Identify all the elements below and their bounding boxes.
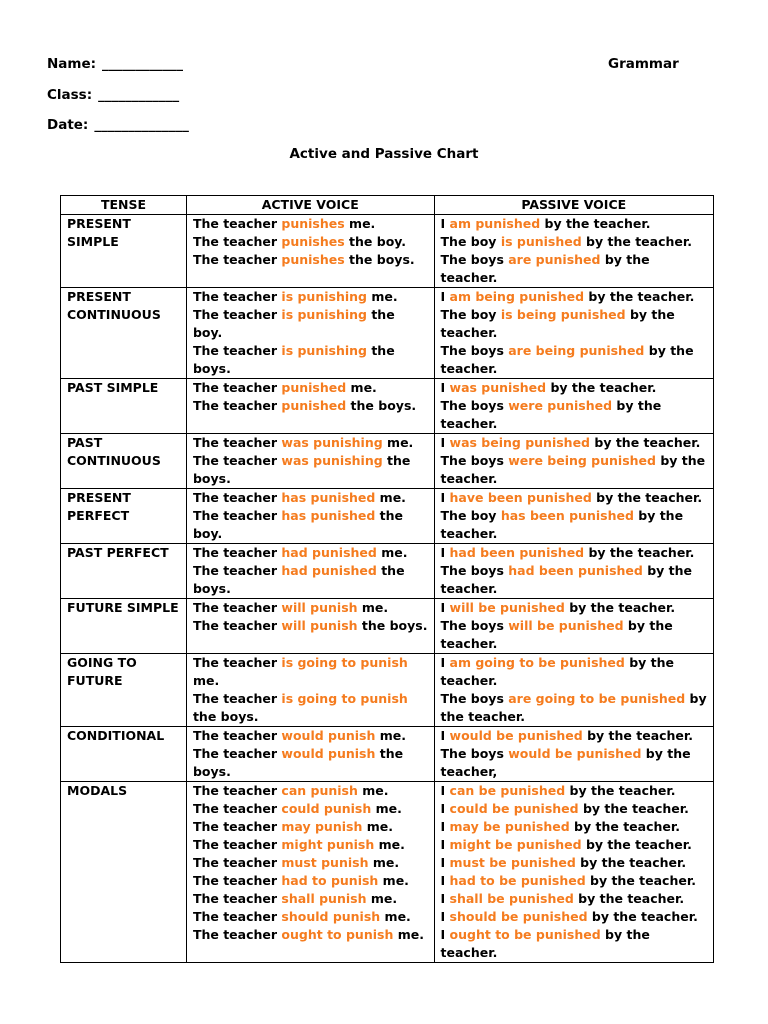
sentence-text: the boys. bbox=[192, 453, 411, 486]
sentence-text: I bbox=[440, 216, 450, 231]
verb-form-highlight: would be punished bbox=[449, 728, 583, 743]
sentence-text: the boy. bbox=[192, 307, 395, 340]
sentence-text: I bbox=[440, 783, 450, 798]
active-voice-cell bbox=[186, 599, 434, 654]
verb-form-highlight: is punishing bbox=[281, 343, 367, 358]
sentence-text: the boys. bbox=[357, 618, 428, 633]
table-row bbox=[61, 215, 714, 288]
active-voice-cell bbox=[186, 544, 434, 599]
verb-form-highlight: will be punished bbox=[508, 618, 624, 633]
passive-sentence bbox=[441, 507, 707, 543]
sentence-text: the boys. bbox=[192, 709, 259, 724]
verb-form-highlight: might be punished bbox=[449, 837, 582, 852]
sentence-text: by the teacher. bbox=[575, 855, 687, 870]
active-sentence bbox=[193, 800, 428, 818]
sentence-text: by the teacher. bbox=[573, 891, 685, 906]
passive-sentence bbox=[441, 306, 707, 342]
sentence-text: me. bbox=[192, 673, 220, 688]
passive-sentence bbox=[441, 233, 707, 251]
passive-voice-cell bbox=[434, 782, 713, 963]
verb-form-highlight: had been punished bbox=[449, 545, 585, 560]
sentence-text: The teacher bbox=[192, 873, 282, 888]
verb-form-highlight: had to be punished bbox=[449, 873, 586, 888]
sentence-text: me. bbox=[366, 891, 398, 906]
sentence-text: me. bbox=[366, 289, 398, 304]
sentence-text: The teacher bbox=[192, 563, 282, 578]
table-body bbox=[61, 215, 714, 963]
active-voice-cell bbox=[186, 434, 434, 489]
sentence-text: by the teacher, bbox=[440, 746, 691, 779]
passive-voice-cell bbox=[434, 215, 713, 288]
sentence-text: The teacher bbox=[192, 855, 282, 870]
passive-sentence bbox=[441, 251, 707, 287]
passive-sentence bbox=[441, 818, 707, 836]
passive-sentence bbox=[441, 800, 707, 818]
sentence-text: The boys bbox=[440, 563, 509, 578]
active-sentence bbox=[193, 507, 428, 543]
verb-form-highlight: has punished bbox=[281, 490, 376, 505]
verb-form-highlight: has been punished bbox=[500, 508, 634, 523]
verb-form-highlight: ought to punish bbox=[281, 927, 394, 942]
verb-form-highlight: should punish bbox=[281, 909, 381, 924]
table-header-row bbox=[61, 196, 714, 215]
tense-cell: GOING TO FUTURE bbox=[61, 654, 187, 727]
verb-form-highlight: would punish bbox=[281, 728, 376, 743]
sentence-text: by the teacher. bbox=[564, 600, 676, 615]
active-sentence bbox=[193, 489, 428, 507]
sentence-text: The teacher bbox=[192, 801, 282, 816]
sentence-text: The teacher bbox=[192, 508, 282, 523]
active-sentence bbox=[193, 306, 428, 342]
verb-form-highlight: am being punished bbox=[449, 289, 585, 304]
sentence-text: me. bbox=[374, 837, 405, 852]
sentence-text: The boys bbox=[440, 691, 509, 706]
active-sentence bbox=[193, 690, 428, 726]
tense-cell: PAST CONTINUOUS bbox=[61, 434, 187, 489]
sentence-text: The teacher bbox=[192, 252, 282, 267]
name-label: Name: bbox=[47, 56, 97, 72]
verb-form-highlight: must punish bbox=[281, 855, 369, 870]
sentence-text: I bbox=[440, 855, 450, 870]
sentence-text: me. bbox=[375, 728, 407, 743]
sentence-text: The teacher bbox=[192, 435, 282, 450]
active-voice-cell bbox=[186, 379, 434, 434]
verb-form-highlight: can punish bbox=[281, 783, 358, 798]
sentence-text: the boys. bbox=[346, 398, 417, 413]
sentence-text: The teacher bbox=[192, 746, 282, 761]
passive-sentence bbox=[441, 288, 707, 306]
sentence-text: The boys bbox=[440, 343, 509, 358]
active-sentence bbox=[193, 617, 428, 635]
sentence-text: by the teacher. bbox=[440, 927, 650, 960]
active-sentence bbox=[193, 434, 428, 452]
verb-form-highlight: had punished bbox=[281, 545, 377, 560]
sentence-text: The teacher bbox=[192, 600, 282, 615]
active-sentence bbox=[193, 544, 428, 562]
subject-label: Grammar bbox=[608, 56, 679, 72]
sentence-text: I bbox=[440, 909, 450, 924]
sentence-text: The teacher bbox=[192, 837, 282, 852]
verb-form-highlight: is punishing bbox=[281, 289, 367, 304]
passive-sentence bbox=[441, 617, 707, 653]
active-voice-cell bbox=[186, 288, 434, 379]
verb-form-highlight: would punish bbox=[281, 746, 376, 761]
sentence-text: I bbox=[440, 655, 450, 670]
active-sentence bbox=[193, 599, 428, 617]
verb-form-highlight: was punishing bbox=[281, 435, 383, 450]
verb-form-highlight: must be punished bbox=[449, 855, 576, 870]
sentence-text: the boys. bbox=[344, 252, 415, 267]
table-row bbox=[61, 544, 714, 599]
date-blank: ______________ bbox=[94, 117, 189, 133]
active-sentence bbox=[193, 379, 428, 397]
verb-form-highlight: would be punished bbox=[508, 746, 642, 761]
verb-form-highlight: will punish bbox=[281, 600, 358, 615]
verb-form-highlight: was punishing bbox=[281, 453, 383, 468]
sentence-text: The teacher bbox=[192, 909, 282, 924]
passive-sentence bbox=[441, 854, 707, 872]
verb-form-highlight: are going to be punished bbox=[508, 691, 686, 706]
active-sentence bbox=[193, 233, 428, 251]
sentence-text: the boy. bbox=[344, 234, 407, 249]
active-sentence bbox=[193, 654, 428, 690]
sentence-text: by the teacher. bbox=[584, 545, 695, 560]
sentence-text: the boys. bbox=[192, 563, 405, 596]
sentence-text: by the teacher. bbox=[569, 819, 680, 834]
verb-form-highlight: can be punished bbox=[449, 783, 566, 798]
sentence-text: by the teacher. bbox=[581, 837, 692, 852]
sentence-text: The teacher bbox=[192, 216, 282, 231]
sentence-text: by the teacher. bbox=[440, 691, 707, 724]
sentence-text: by the teacher. bbox=[440, 618, 673, 651]
sentence-text: me. bbox=[346, 380, 377, 395]
table-row bbox=[61, 288, 714, 379]
active-sentence bbox=[193, 926, 428, 944]
sentence-text: by the teacher. bbox=[590, 435, 701, 450]
verb-form-highlight: had punished bbox=[281, 563, 377, 578]
sentence-text: I bbox=[440, 600, 450, 615]
sentence-text: by the teacher. bbox=[540, 216, 651, 231]
verb-form-highlight: punishes bbox=[281, 216, 345, 231]
sentence-text: by the teacher. bbox=[440, 398, 662, 431]
verb-form-highlight: might punish bbox=[281, 837, 375, 852]
sentence-text: I bbox=[440, 435, 450, 450]
sentence-text: me. bbox=[368, 855, 400, 870]
sentence-text: I bbox=[440, 728, 450, 743]
passive-sentence bbox=[441, 599, 707, 617]
verb-form-highlight: could punish bbox=[281, 801, 372, 816]
verb-form-highlight: have been punished bbox=[449, 490, 592, 505]
verb-form-highlight: punishes bbox=[281, 252, 345, 267]
active-sentence bbox=[193, 890, 428, 908]
sentence-text: me. bbox=[357, 783, 389, 798]
sentence-text: by the teacher. bbox=[591, 490, 703, 505]
verb-form-highlight: is punished bbox=[500, 234, 582, 249]
table-row bbox=[61, 654, 714, 727]
sentence-text: by the teacher. bbox=[440, 343, 694, 376]
active-voice-cell bbox=[186, 782, 434, 963]
tense-cell: PAST PERFECT bbox=[61, 544, 187, 599]
sentence-text: I bbox=[440, 819, 450, 834]
class-field bbox=[47, 87, 179, 103]
sentence-text: me. bbox=[375, 490, 406, 505]
verb-form-highlight: are being punished bbox=[508, 343, 645, 358]
tense-cell: CONDITIONAL bbox=[61, 727, 187, 782]
active-sentence bbox=[193, 452, 428, 488]
sentence-text: the boys. bbox=[192, 746, 404, 779]
passive-sentence bbox=[441, 654, 707, 690]
sentence-text: me. bbox=[357, 600, 389, 615]
table-row bbox=[61, 434, 714, 489]
table-row bbox=[61, 727, 714, 782]
sentence-text: the boys. bbox=[192, 343, 395, 376]
sentence-text: I bbox=[440, 873, 450, 888]
sentence-text: The teacher bbox=[192, 783, 282, 798]
sentence-text: The boy bbox=[440, 307, 501, 322]
active-sentence bbox=[193, 818, 428, 836]
passive-sentence bbox=[441, 489, 707, 507]
verb-form-highlight: is punishing bbox=[281, 307, 367, 322]
sentence-text: me. bbox=[376, 545, 408, 560]
table-row bbox=[61, 489, 714, 544]
passive-sentence bbox=[441, 782, 707, 800]
sentence-text: The boys bbox=[440, 398, 509, 413]
verb-form-highlight: was punished bbox=[449, 380, 547, 395]
passive-voice-cell bbox=[434, 727, 713, 782]
verb-form-highlight: was being punished bbox=[449, 435, 591, 450]
sentence-text: The teacher bbox=[192, 234, 282, 249]
verb-form-highlight: could be punished bbox=[449, 801, 579, 816]
sentence-text: The teacher bbox=[192, 655, 282, 670]
verb-form-highlight: punishes bbox=[281, 234, 345, 249]
sentence-text: I bbox=[440, 927, 450, 942]
verb-form-highlight: may be punished bbox=[449, 819, 570, 834]
verb-form-highlight: had to punish bbox=[281, 873, 379, 888]
passive-voice-cell bbox=[434, 654, 713, 727]
verb-form-highlight: shall be punished bbox=[449, 891, 574, 906]
active-sentence bbox=[193, 288, 428, 306]
sentence-text: The teacher bbox=[192, 545, 282, 560]
verb-form-highlight: will be punished bbox=[449, 600, 565, 615]
sentence-text: The boys bbox=[440, 453, 509, 468]
class-blank: ____________ bbox=[98, 87, 180, 103]
verb-form-highlight: had been punished bbox=[508, 563, 643, 578]
sentence-text: The teacher bbox=[192, 728, 282, 743]
tense-cell: PRESENT PERFECT bbox=[61, 489, 187, 544]
sentence-text: The teacher bbox=[192, 490, 282, 505]
active-voice-cell bbox=[186, 654, 434, 727]
passive-sentence bbox=[441, 926, 707, 962]
passive-sentence bbox=[441, 727, 707, 745]
active-sentence bbox=[193, 854, 428, 872]
tense-cell: MODALS bbox=[61, 782, 187, 963]
verb-form-highlight: is going to punish bbox=[281, 691, 408, 706]
passive-sentence bbox=[441, 872, 707, 890]
sentence-text: by the teacher. bbox=[440, 453, 706, 486]
verb-form-highlight: punished bbox=[281, 380, 347, 395]
active-voice-cell bbox=[186, 215, 434, 288]
passive-voice-cell bbox=[434, 599, 713, 654]
sentence-text: by the teacher. bbox=[581, 234, 692, 249]
table-row bbox=[61, 379, 714, 434]
table-row bbox=[61, 599, 714, 654]
active-sentence bbox=[193, 782, 428, 800]
active-voice-cell bbox=[186, 489, 434, 544]
active-sentence bbox=[193, 908, 428, 926]
verb-form-highlight: are punished bbox=[508, 252, 601, 267]
sentence-text: The teacher bbox=[192, 398, 282, 413]
active-sentence bbox=[193, 251, 428, 269]
sentence-text: by the teacher. bbox=[582, 728, 694, 743]
sentence-text: the boy. bbox=[192, 508, 404, 541]
active-sentence bbox=[193, 562, 428, 598]
verb-form-highlight: am going to be punished bbox=[449, 655, 625, 670]
sentence-text: by the teacher. bbox=[440, 307, 675, 340]
sentence-text: I bbox=[440, 545, 450, 560]
tense-cell: PAST SIMPLE bbox=[61, 379, 187, 434]
active-voice-cell bbox=[186, 727, 434, 782]
sentence-text: by the teacher. bbox=[440, 508, 684, 541]
tense-cell: PRESENT CONTINUOUS bbox=[61, 288, 187, 379]
sentence-text: me. bbox=[380, 909, 411, 924]
sentence-text: The teacher bbox=[192, 927, 282, 942]
sentence-text: by the teacher. bbox=[585, 873, 696, 888]
sentence-text: me. bbox=[382, 435, 414, 450]
sentence-text: I bbox=[440, 289, 450, 304]
passive-sentence bbox=[441, 397, 707, 433]
verb-form-highlight: may punish bbox=[281, 819, 363, 834]
sentence-text: by the teacher. bbox=[584, 289, 695, 304]
passive-voice-cell bbox=[434, 288, 713, 379]
active-sentence bbox=[193, 745, 428, 781]
active-sentence bbox=[193, 727, 428, 745]
sentence-text: The boys bbox=[440, 746, 509, 761]
sentence-text: The boys bbox=[440, 618, 509, 633]
sentence-text: I bbox=[440, 837, 450, 852]
sentence-text: The teacher bbox=[192, 891, 282, 906]
passive-sentence bbox=[441, 452, 707, 488]
header-active-voice: ACTIVE VOICE bbox=[186, 196, 434, 215]
passive-sentence bbox=[441, 434, 707, 452]
sentence-text: The teacher bbox=[192, 453, 282, 468]
sentence-text: me. bbox=[362, 819, 393, 834]
tense-table bbox=[60, 195, 714, 963]
sentence-text: by the teacher. bbox=[546, 380, 657, 395]
sentence-text: me. bbox=[393, 927, 424, 942]
header-passive-voice: PASSIVE VOICE bbox=[434, 196, 713, 215]
passive-sentence bbox=[441, 544, 707, 562]
name-field bbox=[47, 56, 183, 72]
sentence-text: by the teacher. bbox=[440, 252, 650, 285]
passive-sentence bbox=[441, 690, 707, 726]
passive-sentence bbox=[441, 379, 707, 397]
sentence-text: me. bbox=[378, 873, 409, 888]
verb-form-highlight: will punish bbox=[281, 618, 358, 633]
tense-cell: PRESENT SIMPLE bbox=[61, 215, 187, 288]
verb-form-highlight: am punished bbox=[449, 216, 541, 231]
passive-voice-cell bbox=[434, 379, 713, 434]
class-label: Class: bbox=[47, 87, 93, 103]
passive-voice-cell bbox=[434, 434, 713, 489]
passive-sentence bbox=[441, 890, 707, 908]
date-label: Date: bbox=[47, 117, 89, 133]
sentence-text: by the teacher. bbox=[440, 655, 675, 688]
passive-voice-cell bbox=[434, 489, 713, 544]
sentence-text: The boy bbox=[440, 508, 501, 523]
sentence-text: I bbox=[440, 801, 450, 816]
date-field bbox=[47, 117, 189, 133]
active-sentence bbox=[193, 836, 428, 854]
sentence-text: by the teacher. bbox=[578, 801, 689, 816]
active-sentence bbox=[193, 342, 428, 378]
active-sentence bbox=[193, 215, 428, 233]
verb-form-highlight: is going to punish bbox=[281, 655, 408, 670]
sentence-text: The teacher bbox=[192, 691, 282, 706]
sentence-text: The teacher bbox=[192, 343, 282, 358]
verb-form-highlight: has punished bbox=[281, 508, 376, 523]
table-row bbox=[61, 782, 714, 963]
passive-sentence bbox=[441, 745, 707, 781]
active-sentence bbox=[193, 397, 428, 415]
sentence-text: by the teacher. bbox=[587, 909, 698, 924]
sentence-text: The teacher bbox=[192, 289, 282, 304]
header-tense: TENSE bbox=[61, 196, 187, 215]
verb-form-highlight: were punished bbox=[508, 398, 613, 413]
verb-form-highlight: punished bbox=[281, 398, 347, 413]
verb-form-highlight: ought to be punished bbox=[449, 927, 601, 942]
verb-form-highlight: were being punished bbox=[508, 453, 656, 468]
passive-sentence bbox=[441, 342, 707, 378]
sentence-text: The teacher bbox=[192, 380, 282, 395]
sentence-text: me. bbox=[371, 801, 402, 816]
tense-cell: FUTURE SIMPLE bbox=[61, 599, 187, 654]
sentence-text: The teacher bbox=[192, 618, 282, 633]
sentence-text: I bbox=[440, 380, 450, 395]
passive-voice-cell bbox=[434, 544, 713, 599]
sentence-text: I bbox=[440, 891, 450, 906]
sentence-text: The boy bbox=[440, 234, 501, 249]
sentence-text: I bbox=[440, 490, 450, 505]
passive-sentence bbox=[441, 836, 707, 854]
verb-form-highlight: should be punished bbox=[449, 909, 588, 924]
passive-sentence bbox=[441, 215, 707, 233]
sentence-text: by the teacher. bbox=[565, 783, 676, 798]
verb-form-highlight: is being punished bbox=[500, 307, 626, 322]
sentence-text: The teacher bbox=[192, 819, 282, 834]
passive-sentence bbox=[441, 562, 707, 598]
page-title: Active and Passive Chart bbox=[289, 146, 479, 162]
active-sentence bbox=[193, 872, 428, 890]
sentence-text: The teacher bbox=[192, 307, 282, 322]
verb-form-highlight: shall punish bbox=[281, 891, 367, 906]
name-blank: ____________ bbox=[102, 56, 184, 72]
sentence-text: by the teacher. bbox=[440, 563, 692, 596]
sentence-text: The boys bbox=[440, 252, 509, 267]
passive-sentence bbox=[441, 908, 707, 926]
sentence-text: me. bbox=[344, 216, 376, 231]
